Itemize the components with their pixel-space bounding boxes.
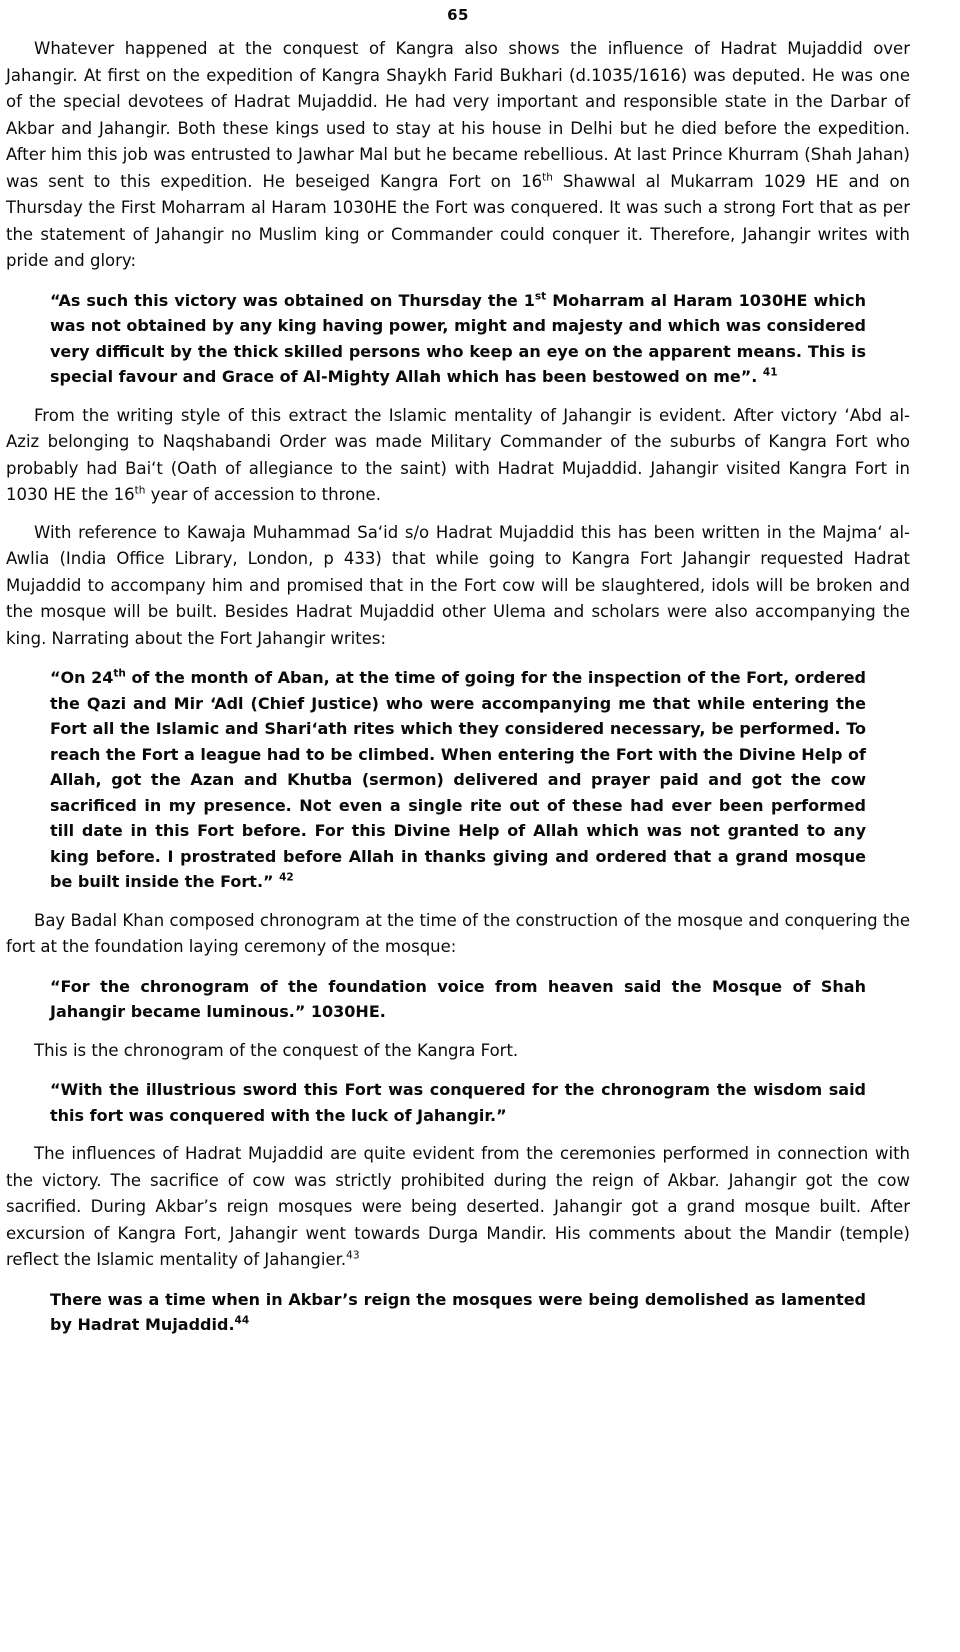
footnote-ref: 44: [234, 1314, 250, 1327]
quote-block: [50, 1287, 866, 1338]
paragraph: [6, 1141, 910, 1274]
text-run: Shawwal al Mukarram 1029 HE and on Thursday the First Moharram al Haram 1030HE the Fort was conquered. It was such a strong Fort that as per the statement of Jahangir no Muslim king or Commander could conquer it. Therefore, Jahangir writes with pride and glory:: [6, 171, 910, 270]
text-run: “As such this victory was obtained on Thursday the 1: [50, 290, 535, 310]
text-run: of the month of Aban, at the time of going for the inspection of the Fort, ordered the Qazi and Mir ‘Adl (Chief Justice) who were accompanying me that while entering the Fort all the Islamic and Shari‘ath rites which they considered necessary, be performed. To reach the Fort a league had to be climbed. When entering the Fort with the Divine Help of Allah, got the Azan and Khutba (sermon) delivered and prayer paid and got the cow sacrificed in my presence. Not even a single rite out of these had ever been performed till date in this Fort before. For this Divine Help of Allah which was not granted to any king before. I prostrated before Allah in thanks giving and ordered that a grand mosque be built inside the Fort.”: [50, 668, 866, 891]
text-run: The influences of Hadrat Mujaddid are quite evident from the ceremonies performed in connection with the victory. The sacrifice of cow was strictly prohibited during the reign of Akbar. Jahangir got the cow sacrified. During Akbar’s reign mosques were being deserted. Jahangir got a grand mosque built. After excursion of Kangra Fort, Jahangir went towards Durga Mandir. His comments about the Mandir (temple) reflect the Islamic mentality of Jahangier.: [6, 1144, 910, 1269]
text-run: This is the chronogram of the conquest of the Kangra Fort.: [34, 1040, 519, 1060]
text-run: “On 24: [50, 668, 114, 687]
quote-block: [50, 974, 866, 1025]
text-run: From the writing style of this extract the Islamic mentality of Jahangir is evident. After victory ‘Abd al- Aziz belonging to Naqshabandi Order was made Military Commander of the suburbs of Kangra Fort who probably had Bai‘t (Oath of allegiance to the saint) with Hadrat Mujaddid. Jahangir visited Kangra Fort in 1030 HE the 16: [6, 405, 910, 504]
text-run: Whatever happened at the conquest of Kangra also shows the influence of Hadrat Mujaddid over Jahangir. At first on the expedition of Kangra Shaykh Farid Bukhari (d.1035/1616) was deputed. He was one of the special devotees of Hadrat Mujaddid. He had very important and responsible state in the Darbar of Akbar and Jahangir. Both these kings used to stay at his house in Delhi but he died before the expedition. After him this job was entrusted to Jawhar Mal but he became rebellious. At last Prince Khurram (Shah Jahan) was sent to this expedition. He beseiged Kangra Fort on 16: [6, 39, 910, 191]
text-run: Bay Badal Khan composed chronogram at the time of the construction of the mosque and conquering the fort at the foundation laying ceremony of the mosque:: [6, 910, 910, 956]
paragraph: [6, 36, 910, 275]
paragraph: [6, 403, 910, 509]
text-run: “With the illustrious sword this Fort was conquered for the chronogram the wisdom said this fort was conquered with the luck of Jahangir.”: [50, 1080, 866, 1125]
footnote-ref: st: [534, 290, 547, 303]
quote-block: [50, 665, 866, 895]
page-content: [6, 36, 910, 1338]
text-run: With reference to Kawaja Muhammad Sa‘id s/o Hadrat Mujaddid this has been written in the Majma‘ al-Awlia (India Office Library, London, p 433) that while going to Kangra Fort Jahangir requested Hadrat Mujaddid to accompany him and promised that in the Fort cow will be slaughtered, idols will be broken and the mosque will be built. Besides Hadrat Mujaddid other Ulema and scholars were also accompanying the king. Narrating about the Fort Jahangir writes:: [6, 522, 910, 648]
quote-block: [50, 1077, 866, 1128]
paragraph: [6, 908, 910, 961]
text-run: year of accession to throne.: [145, 485, 381, 504]
text-run: Moharram al Haram 1030HE which was not obtained by any king having power, might and majesty and which was considered very difficult by the thick skilled persons who keep an eye on the apparent means. This is special favour and Grace of Al-Mighty Allah which has been bestowed on me”.: [50, 290, 867, 386]
page-number: 65: [447, 6, 469, 24]
footnote-ref: th: [542, 171, 553, 183]
quote-block: [50, 288, 866, 390]
footnote-ref: 41: [762, 366, 778, 379]
footnote-ref: th: [134, 484, 146, 497]
paragraph: [6, 520, 910, 653]
paragraph: [6, 1038, 910, 1065]
footnote-ref: th: [113, 667, 126, 680]
footnote-ref: 42: [279, 871, 294, 884]
text-run: There was a time when in Akbar’s reign the mosques were being demolished as lamented by Hadrat Mujaddid.: [50, 1289, 866, 1334]
footnote-ref: 43: [346, 1249, 360, 1262]
text-run: “For the chronogram of the foundation voice from heaven said the Mosque of Shah Jahangir became luminous.” 1030HE.: [50, 976, 866, 1021]
